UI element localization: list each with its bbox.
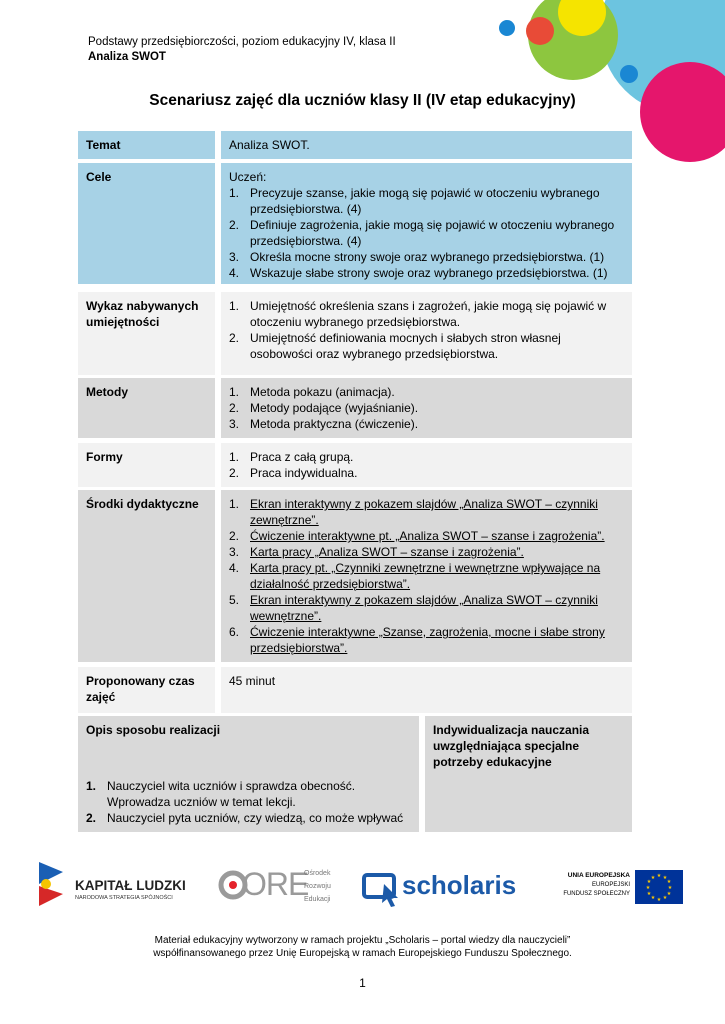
svg-text:★: ★ [666, 891, 672, 897]
footer [0, 934, 725, 960]
list-item: 1. Precyzuje szanse, jakie mogą się pojawić w otoczeniu wybranego przedsiębiorstwa. (4) [229, 186, 600, 216]
value-metody [221, 378, 632, 438]
scholaris-logo [362, 868, 522, 912]
list-item: 1. Praca z całą grupą. [229, 450, 354, 464]
page-title: Scenariusz zajęć dla uczniów klasy II (IV etap edukacyjny) [149, 92, 576, 109]
cele-intro: Uczeń: [229, 170, 267, 184]
svg-text:★: ★ [650, 895, 656, 901]
metody-list [229, 384, 624, 432]
value-umiejetnosci [221, 292, 632, 375]
label-umiejetnosci: Wykaz nabywanych umiejętności [78, 292, 215, 375]
srodki-link-1[interactable]: Ekran interaktywny z pokazem slajdów „Analiza SWOT – czynniki zewnętrzne”. [250, 497, 598, 527]
page-number: 1 [359, 976, 366, 990]
ore-logo [218, 866, 348, 914]
label-metody: Metody [78, 378, 215, 438]
label-srodki: Środki dydaktyczne [78, 490, 215, 662]
list-item[interactable]: 1. Ekran interaktywny z pokazem slajdów „Analiza SWOT – czynniki zewnętrzne”. [229, 497, 598, 527]
ue-line1: UNIA EUROPEJSKA [567, 872, 630, 879]
list-item: 3. Określa mocne strony swoje oraz wybranego przedsiębiorstwa. (1) [229, 250, 605, 264]
header-subject: Podstawy przedsiębiorczości, poziom edukacyjny IV, klasa II [88, 36, 396, 48]
kapital-ludzki-logo [37, 862, 187, 914]
list-item: 3. Metoda praktyczna (ćwiczenie). [229, 417, 419, 431]
svg-text:★: ★ [662, 895, 668, 901]
indywidualizacja-cell: Indywidualizacja nauczania uwzględniająca specjalne potrzeby edukacyjne [425, 716, 632, 832]
list-item: 1. Umiejętność określenia szans i zagrożeń, jakie mogą się pojawić w otoczeniu wybranego przedsiębiorstwa. [229, 299, 607, 329]
footer-line-2: współfinansowanego przez Unię Europejską w ramach Europejskiego Funduszu Społecznego. [153, 948, 572, 959]
srodki-list [229, 496, 624, 656]
list-item[interactable]: 5. Ekran interaktywny z pokazem slajdów „Analiza SWOT – czynniki wewnętrzne”. [229, 593, 598, 623]
ore-name: ORE [242, 866, 309, 902]
label-formy: Formy [78, 443, 215, 487]
formy-list [229, 449, 624, 481]
footer-line-1: Materiał edukacyjny wytworzony w ramach projektu „Scholaris – portal wiedzy dla nauczycieli” [154, 935, 571, 946]
list-item: 2. Definiuje zagrożenia, jakie mogą się pojawić w otoczeniu wybranego przedsiębiorstwa. (4) [229, 218, 615, 248]
svg-text:★: ★ [667, 885, 673, 891]
list-item: 2. Umiejętność definiowania mocnych i słabych stron własnej osobowości oraz wybranego przedsiębiorstwa. [229, 331, 561, 361]
srodki-link-3[interactable]: Karta pracy „Analiza SWOT – szanse i zagrożenia”. [250, 545, 524, 559]
monitor-cursor-icon [362, 872, 402, 908]
svg-text:★: ★ [656, 897, 662, 903]
ore-line2: Rozwoju [304, 883, 331, 890]
ore-line3: Edukacji [304, 896, 331, 903]
list-item[interactable]: 2. Ćwiczenie interaktywne pt. „Analiza SWOT – szanse i zagrożenia”. [229, 529, 605, 543]
label-czas: Proponowany czas zajęć [78, 667, 215, 713]
label-temat: Temat [78, 131, 215, 159]
svg-text:★: ★ [646, 891, 652, 897]
circle-red [526, 17, 554, 45]
list-item: 2. Praca indywidualna. [229, 466, 358, 480]
umiejetnosci-list [229, 298, 624, 362]
logos-bar [0, 860, 725, 920]
svg-text:★: ★ [662, 875, 668, 881]
value-temat: Analiza SWOT. [221, 131, 632, 159]
list-item: 4. Wskazuje słabe strony swoje oraz wybranego przedsiębiorstwa. (1) [229, 266, 608, 280]
srodki-link-5[interactable]: Ekran interaktywny z pokazem slajdów „Analiza SWOT – czynniki wewnętrzne”. [250, 593, 598, 623]
ue-line2: EUROPEJSKI [591, 882, 630, 888]
header-topic: Analiza SWOT [88, 51, 166, 63]
opis-label: Opis sposobu realizacji [86, 723, 221, 737]
list-item: 1. Nauczyciel wita uczniów i sprawdza obecność. Wprowadza uczniów w temat lekcji. [86, 779, 356, 809]
circle-magenta [640, 62, 725, 162]
srodki-link-4[interactable]: Karta pracy pt. „Czynniki zewnętrzne i wewnętrzne wpływające na działalność przedsiębiorstwa”. [250, 561, 601, 591]
scholaris-name: scholaris [402, 870, 517, 900]
ore-line1: Ośrodek [304, 870, 331, 877]
kapital-ludzki-sub: NARODOWA STRATEGIA SPÓJNOŚCI [75, 895, 173, 901]
circle-blue-small [499, 20, 515, 36]
page-header [88, 35, 396, 65]
list-item: 1. Metoda pokazu (animacja). [229, 385, 395, 399]
ue-logo [553, 870, 683, 906]
opis-list [86, 778, 411, 826]
list-item[interactable]: 6. Ćwiczenie interaktywne „Szanse, zagrożenia, mocne i słabe strony przedsiębiorstwa”. [229, 625, 605, 655]
cele-list [229, 185, 624, 281]
value-cele [221, 163, 632, 284]
value-srodki [221, 490, 632, 662]
eu-flag-icon [635, 870, 683, 904]
ue-line3: FUNDUSZ SPOŁECZNY [563, 891, 630, 897]
svg-text:★: ★ [650, 875, 656, 881]
list-item[interactable]: 4. Karta pracy pt. „Czynniki zewnętrzne i wewnętrzne wpływające na działalność przedsiębiorstwa”. [229, 561, 601, 591]
label-cele: Cele [78, 163, 215, 284]
list-item: 2. Nauczyciel pyta uczniów, czy wiedzą, co może wpływać [86, 811, 404, 825]
svg-text:★: ★ [646, 879, 652, 885]
svg-text:★: ★ [645, 885, 651, 891]
value-czas: 45 minut [221, 667, 632, 713]
kapital-ludzki-name: KAPITAŁ LUDZKI [75, 878, 186, 893]
svg-text:★: ★ [666, 879, 672, 885]
circle-blue-small-2 [620, 65, 638, 83]
flag-icon [37, 862, 65, 912]
opis-cell [78, 716, 419, 832]
list-item: 2. Metody podające (wyjaśnianie). [229, 401, 419, 415]
srodki-link-6[interactable]: Ćwiczenie interaktywne „Szanse, zagrożenia, mocne i słabe strony przedsiębiorstwa”. [250, 625, 605, 655]
svg-text:★: ★ [656, 873, 662, 879]
list-item[interactable]: 3. Karta pracy „Analiza SWOT – szanse i zagrożenia”. [229, 545, 524, 559]
value-formy [221, 443, 632, 487]
srodki-link-2[interactable]: Ćwiczenie interaktywne pt. „Analiza SWOT – szanse i zagrożenia”. [250, 529, 605, 543]
